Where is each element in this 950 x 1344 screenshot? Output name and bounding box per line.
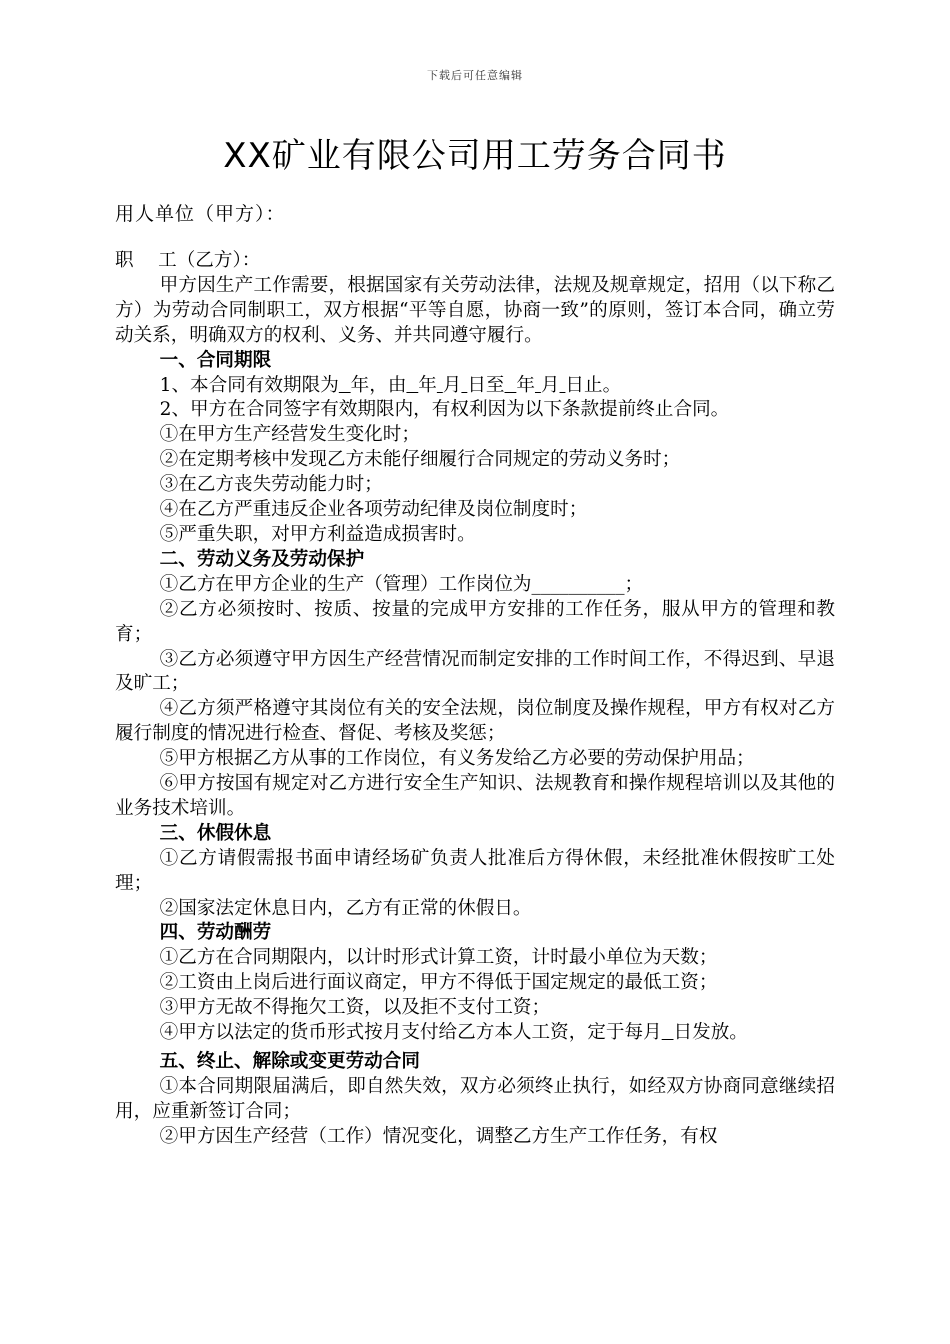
list-item: ①乙方请假需报书面申请经场矿负责人批准后方得休假，未经批准休假按旷工处理； [115,847,835,894]
list-item: ①在甲方生产经营发生变化时； [159,424,420,446]
pay-day-blank [662,1022,674,1043]
list-item: ②工资由上岗后进行面议商定，甲方不得低于国定规定的最低工资； [159,972,718,994]
list-item: ④甲方以法定的货币形式按月支付给乙方本人工资，定于每月 日发放。 [159,1022,748,1044]
section-heading-pay: 四、劳动酬劳 [159,922,272,944]
list-item: ③乙方必须遵守甲方因生产经营情况而制定安排的工作时间工作，不得迟到、早退及旷工； [115,648,835,695]
list-item: ②在定期考核中发现乙方未能仔细履行合同规定的劳动义务时； [159,449,681,471]
contract-body [115,249,835,1150]
list-item: ⑤严重失职，对甲方利益造成损害时。 [159,523,476,545]
intro-paragraph: 甲方因生产工作需要，根据国家有关劳动法律，法规及规章规定，招用（以下称乙方）为劳动合同制职工，双方根据“平等自愿，协商一致”的原则，签订本合同，确立劳动关系，明确双方的权利、义务、并共同遵守履行。 [115,274,835,346]
job-position-blank: __________ [531,573,625,595]
clause-early-termination: 2、甲方在合同签字有效期限内，有权利因为以下条款提前终止合同。 [159,399,730,421]
list-item: ①本合同期限届满后，即自然失效，双方必须终止执行，如经双方协商同意继续招用，应重新签订合同； [115,1075,835,1122]
list-item: ④在乙方严重违反企业各项劳动纪律及岗位制度时； [159,499,588,521]
list-item: ⑥甲方按国有规定对乙方进行安全生产知识、法规教育和操作规程培训以及其他的业务技术培训。 [115,773,835,819]
list-item: ④乙方须严格遵守其岗位有关的安全法规，岗位制度及操作规程，甲方有权对乙方履行制度的情况进行检查、督促、考核及奖惩； [115,698,835,745]
list-item: ①乙方在甲方企业的生产（管理）工作岗位为__________； [159,573,644,595]
list-item: ⑤甲方根据乙方从事的工作岗位，有义务发给乙方必要的劳动保护用品； [159,748,755,770]
document-title: XX矿业有限公司用工劳务合同书 [223,136,727,176]
list-item: ③在乙方丧失劳动能力时； [159,474,383,496]
list-item: ①乙方在合同期限内，以计时形式计算工资，计时最小单位为天数； [159,947,718,969]
section-heading-termination: 五、终止、解除或变更劳动合同 [159,1051,420,1072]
party-a-line: 用人单位（甲方）： [115,203,286,225]
section-heading-labor-duty: 二、劳动义务及劳动保护 [159,548,365,570]
clause-term-period: 1、本合同有效期限为 年，由 年 月 日至 年 月 日止。 [159,374,622,396]
page-header-note: 下载后可任意编辑 [427,69,523,82]
list-item: ②甲方因生产经营（工作）情况变化，调整乙方生产工作任务，有权 [159,1125,718,1147]
list-item: ②国家法定休息日内，乙方有正常的休假日。 [159,897,532,919]
party-b-line: 职 工（乙方）： [115,250,261,271]
section-heading-leave: 三、休假休息 [159,822,272,844]
list-item: ②乙方必须按时、按质、按量的完成甲方安排的工作任务，服从甲方的管理和教育； [115,598,835,645]
list-item: ③甲方无故不得拖欠工资，以及拒不支付工资； [159,997,551,1019]
section-heading-term: 一、合同期限 [159,349,272,371]
